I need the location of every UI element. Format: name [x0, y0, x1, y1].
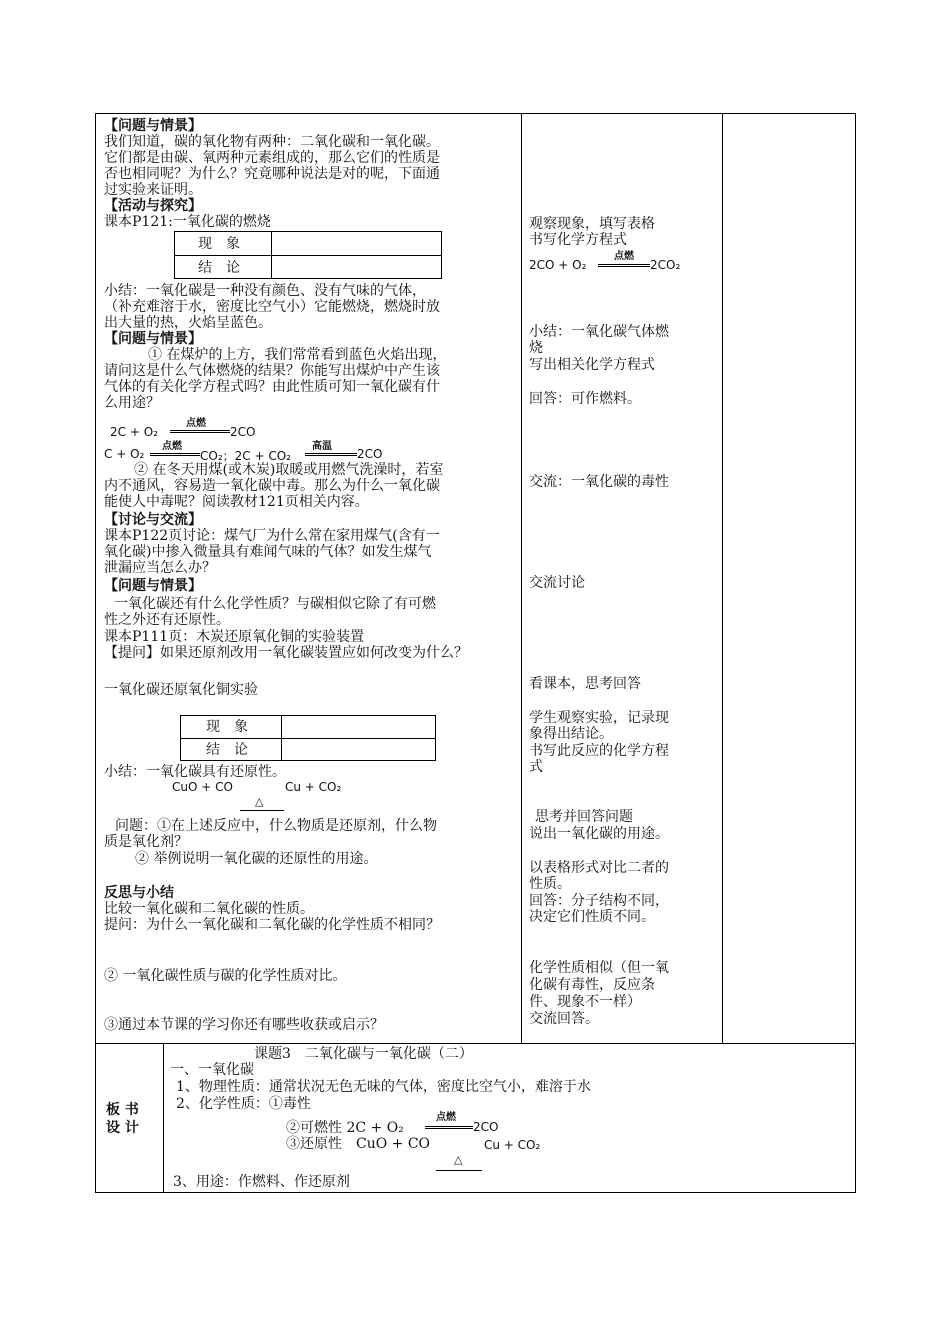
table2-col-divider — [281, 715, 282, 761]
question-1-line-4: 么用途？ — [104, 395, 160, 411]
mid-answer-fuel: 回答：可作燃料。 — [529, 391, 641, 407]
mid-similar-line-3: 件、现象不一样） — [529, 994, 641, 1010]
discussion-line-2: 氧化碳)中掺入微量具有难闻气味的气体？如发生煤气 — [104, 544, 432, 560]
textbook-ref-1: 课本P121:一氧化碳的燃烧 — [104, 214, 271, 230]
summary-1-line-1: 小结：一氧化碳是一种没有颜色、没有气味的气体， — [104, 283, 426, 299]
mid-summary-line-3: 写出相关化学方程式 — [529, 357, 655, 373]
mid-summary-line-2: 烧 — [529, 340, 543, 356]
table2-conclusion: 结 论 — [206, 742, 248, 758]
reduction-line-4: 【提问】如果还原剂改用一氧化碳装置应如何改变为什么？ — [104, 645, 468, 661]
summary-2: 小结：一氧化碳具有还原性。 — [104, 764, 286, 780]
board-physical: 1、物理性质：通常状况无色无味的气体，密度比空气小，难溶于水 — [176, 1079, 591, 1095]
table2-phenomenon: 现 象 — [206, 719, 248, 735]
mid-summary-line-1: 小结：一氧化碳气体燃 — [529, 324, 669, 340]
board-label-divider — [163, 1043, 164, 1193]
table1-conclusion: 结 论 — [198, 260, 240, 276]
table2-row-divider — [180, 738, 436, 739]
reduction-line-3: 课本P111页：木炭还原氧化铜的实验装置 — [104, 629, 365, 645]
equation-2-condition: 点燃 — [162, 441, 182, 452]
discussion-line-3: 泄漏应当怎么办？ — [104, 560, 216, 576]
mid-toxicity: 交流：一氧化碳的毒性 — [529, 474, 669, 490]
equation-3-product: 2CO — [357, 447, 383, 461]
reduction-line-1: 一氧化碳还有什么化学性质？与碳相似它除了有可燃 — [114, 596, 436, 612]
mid-think-line-1: 思考并回答问题 — [535, 809, 633, 825]
mid-similar-line-4: 交流回答。 — [529, 1011, 599, 1027]
intro-line-4: 过实验来证明。 — [104, 182, 202, 198]
equation-2-reactants: C + O₂ — [104, 447, 145, 461]
gains-prompt: ③通过本节课的学习你还有哪些收获或启示？ — [104, 1017, 384, 1033]
board-title: 课题3 二氧化碳与一氧化碳（二） — [254, 1046, 473, 1062]
heading-discussion: 【讨论与交流】 — [104, 512, 202, 528]
comparison-prompt: ② 一氧化碳性质与碳的化学性质对比。 — [104, 968, 347, 984]
mid-discussion: 交流讨论 — [529, 575, 585, 591]
equation-1-product: 2CO — [230, 425, 256, 439]
mid-observe-line-4: 式 — [529, 759, 543, 775]
table1-col-divider — [271, 231, 272, 279]
section-divider — [95, 1043, 856, 1044]
equation-3-condition: 高温 — [312, 441, 332, 452]
heading-question-scene-2: 【问题与情景】 — [104, 331, 202, 347]
question-2-line-3: 能使人中毒呢？阅读教材121页相关内容。 — [104, 494, 369, 510]
equation-2-mid: CO₂；2C + CO₂ — [200, 449, 291, 463]
question-1-line-2: 请问这是什么气体燃烧的结果？你能写出煤炉中产生该 — [104, 363, 440, 379]
question-1-line-1: ① 在煤炉的上方，我们常常看到蓝色火焰出现， — [148, 347, 447, 363]
equation-1-reactants: 2C + O₂ — [110, 425, 158, 439]
equation-4-arrow — [240, 810, 284, 811]
discussion-line-1: 课本P122页讨论：煤气厂为什么常在家用煤气(含有一 — [104, 528, 440, 544]
mid-equation-reactants: 2CO + O₂ — [529, 258, 587, 272]
problem-line-2: 质是氧化剂？ — [104, 834, 188, 850]
reduction-line-2: 性之外还有还原性。 — [104, 612, 230, 628]
board-equation-arrow — [425, 1126, 473, 1129]
heading-question-scene-3: 【问题与情景】 — [104, 578, 202, 594]
equation-3-arrow — [305, 453, 357, 456]
question-1-line-3: 气体的有关化学方程式吗？由此性质可知一氧化碳有什 — [104, 379, 440, 395]
board-chemical: 2、化学性质：①毒性 — [176, 1096, 311, 1112]
mid-activity-1-line-1: 观察现象，填写表格 — [529, 216, 655, 232]
question-2-line-2: 内不通风，容易造一氧化碳中毒。那么为什么一氧化碳 — [104, 478, 440, 494]
problem-line-1: 问题：①在上述反应中，什么物质是还原剂，什么物 — [115, 818, 437, 834]
heading-activity: 【活动与探究】 — [104, 198, 202, 214]
equation-4-product: Cu + CO₂ — [285, 780, 342, 794]
mid-read-answer: 看课本，思考回答 — [529, 676, 641, 692]
mid-observe-line-2: 象得出结论。 — [529, 726, 613, 742]
mid-think-line-2: 说出一氧化碳的用途。 — [529, 826, 669, 842]
mid-equation-condition: 点燃 — [614, 251, 634, 262]
mid-compare-line-3: 回答：分子结构不同， — [529, 893, 669, 909]
equation-4-reactants: CuO + CO — [172, 780, 233, 794]
reflection-line-1: 比较一氧化碳和二氧化碳的性质。 — [104, 901, 314, 917]
intro-line-2: 它们都是由碳、氧两种元素组成的，那么它们的性质是 — [104, 150, 440, 166]
mid-observe-line-1: 学生观察实验，记录现 — [529, 710, 669, 726]
board-section-co: 一、一氧化碳 — [170, 1062, 254, 1078]
board-combustibility: ②可燃性 2C + O₂ — [286, 1120, 404, 1136]
mid-compare-line-4: 决定它们性质不同。 — [529, 909, 655, 925]
board-label-line-1: 板 书 — [106, 1102, 139, 1118]
board-heat-symbol: △ — [454, 1153, 463, 1166]
mid-activity-1-line-2: 书写化学方程式 — [529, 232, 627, 248]
board-uses: 3、用途：作燃料、作还原剂 — [173, 1174, 350, 1190]
heat-symbol: △ — [255, 795, 264, 808]
mid-observe-line-3: 书写此反应的化学方程 — [529, 743, 669, 759]
board-label-line-2: 设 计 — [106, 1120, 139, 1136]
experiment-title: 一氧化碳还原氧化铜实验 — [104, 682, 258, 698]
equation-1-condition: 点燃 — [186, 418, 206, 429]
table1-row-divider — [174, 255, 442, 256]
mid-equation-product: 2CO₂ — [650, 258, 681, 272]
table1-phenomenon: 现 象 — [198, 236, 240, 252]
equation-1-arrow — [170, 430, 230, 433]
mid-equation-arrow — [598, 264, 650, 267]
intro-line-1: 我们知道，碳的氧化物有两种：二氧化碳和一氧化碳。 — [104, 134, 440, 150]
board-reduction-arrow — [436, 1170, 482, 1171]
reflection-line-2: 提问：为什么一氧化碳和二氧化碳的化学性质不相同？ — [104, 917, 440, 933]
summary-1-line-2: （补充难溶于水，密度比空气小）它能燃烧，燃烧时放 — [104, 299, 440, 315]
mid-similar-line-1: 化学性质相似（但一氧 — [529, 960, 669, 976]
mid-similar-line-2: 化碳有毒性，反应条 — [529, 977, 655, 993]
board-equation-product: 2CO — [473, 1120, 499, 1134]
equation-2-arrow — [150, 453, 200, 456]
board-reducibility: ③还原性 CuO + CO — [286, 1136, 431, 1152]
board-reduction-product: Cu + CO₂ — [484, 1138, 541, 1152]
summary-1-line-3: 出大量的热，火焰呈蓝色。 — [104, 315, 272, 331]
column-divider-2 — [722, 113, 723, 1043]
mid-compare-line-1: 以表格形式对比二者的 — [529, 860, 669, 876]
question-2-line-1: ② 在冬天用煤(或木炭)取暖或用燃气洗澡时，若室 — [134, 462, 444, 478]
heading-reflection: 反思与小结 — [104, 885, 174, 901]
intro-line-3: 否也相同呢？为什么？究竟哪种说法是对的呢，下面通 — [104, 166, 440, 182]
column-divider-1 — [521, 113, 522, 1043]
problem-line-3: ② 举例说明一氧化碳的还原性的用途。 — [135, 851, 378, 867]
mid-compare-line-2: 性质。 — [529, 876, 571, 892]
board-equation-condition: 点燃 — [436, 1112, 456, 1123]
heading-question-scene: 【问题与情景】 — [104, 118, 202, 134]
